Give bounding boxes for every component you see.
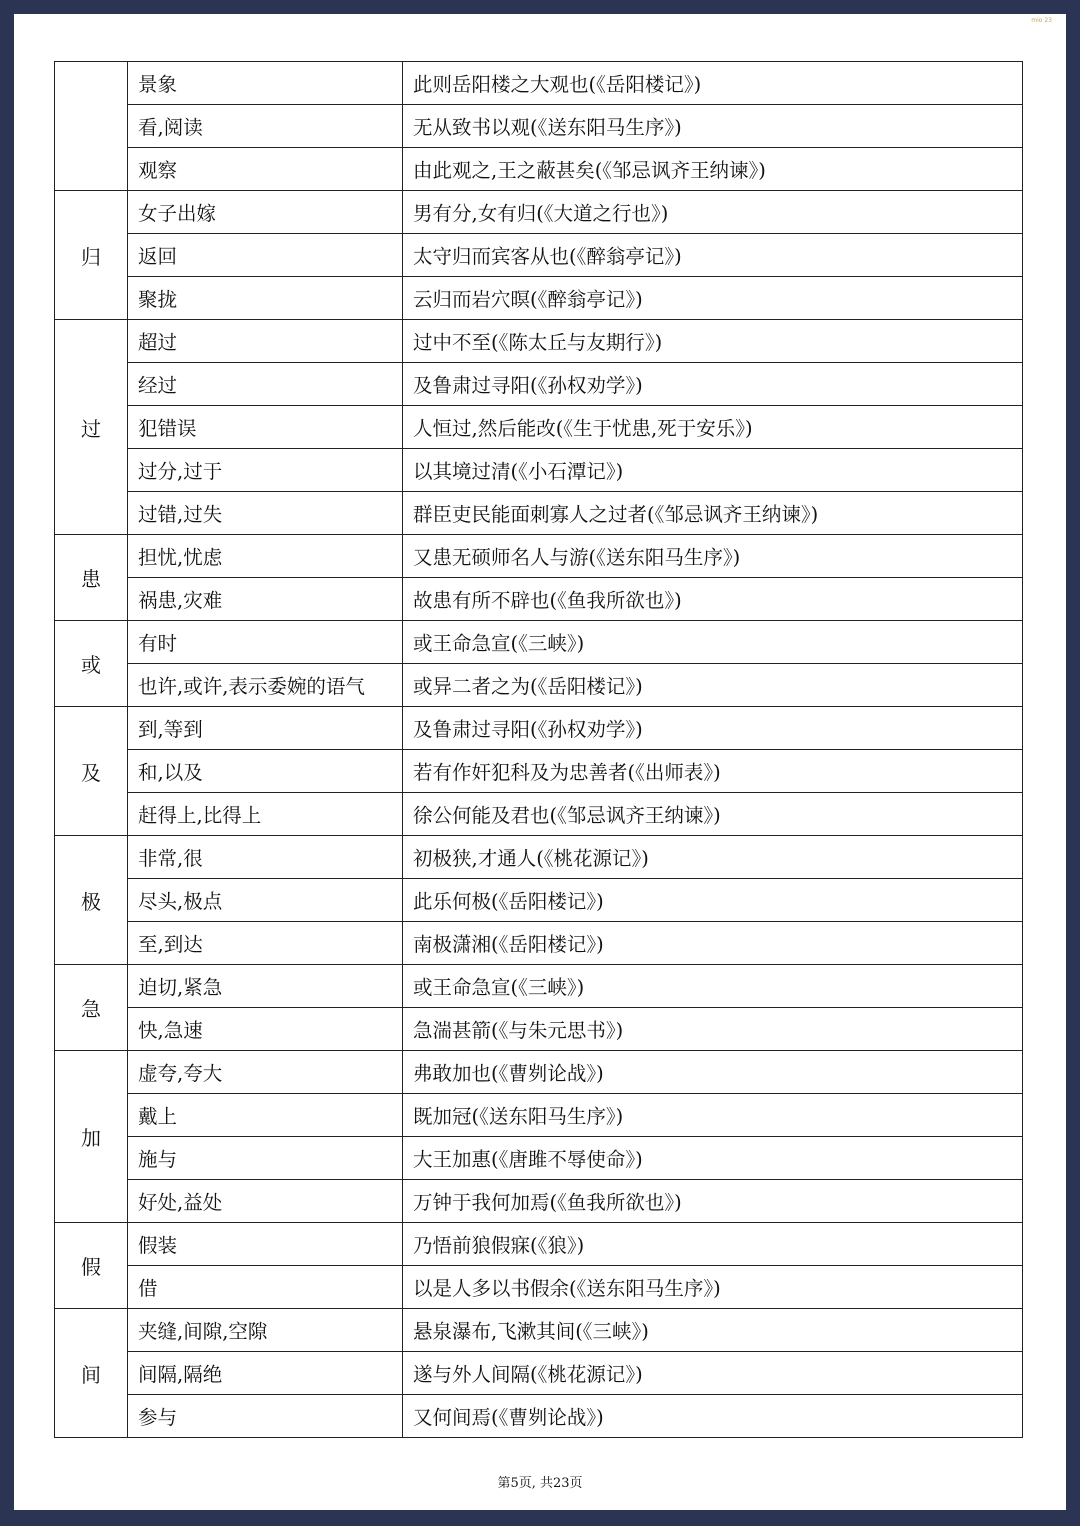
example-cell: 大王加惠(《唐雎不辱使命》)	[403, 1137, 1023, 1180]
example-cell: 故患有所不辟也(《鱼我所欲也》)	[403, 578, 1023, 621]
example-cell: 既加冠(《送东阳马生序》)	[403, 1094, 1023, 1137]
table-row	[55, 406, 1023, 449]
example-cell: 及鲁肃过寻阳(《孙权劝学》)	[403, 363, 1023, 406]
example-cell: 或王命急宣(《三峡》)	[403, 621, 1023, 664]
example-cell: 又何间焉(《曹刿论战》)	[403, 1395, 1023, 1438]
headword-cell: 间	[55, 1309, 128, 1438]
meaning-cell: 借	[128, 1266, 403, 1309]
table-row	[55, 1137, 1023, 1180]
example-cell: 初极狭,才通人(《桃花源记》)	[403, 836, 1023, 879]
page-number: 第5页, 共23页	[497, 1476, 583, 1491]
meaning-cell: 祸患,灾难	[128, 578, 403, 621]
table-row	[55, 1180, 1023, 1223]
table-row	[55, 363, 1023, 406]
meaning-cell: 非常,很	[128, 836, 403, 879]
meaning-cell: 返回	[128, 234, 403, 277]
table-row	[55, 62, 1023, 105]
meaning-cell: 看,阅读	[128, 105, 403, 148]
meaning-cell: 过错,过失	[128, 492, 403, 535]
table-row	[55, 578, 1023, 621]
example-cell: 以其境过清(《小石潭记》)	[403, 449, 1023, 492]
meaning-cell: 好处,益处	[128, 1180, 403, 1223]
table-row	[55, 664, 1023, 707]
meaning-cell: 超过	[128, 320, 403, 363]
table-row	[55, 1051, 1023, 1094]
example-cell: 及鲁肃过寻阳(《孙权劝学》)	[403, 707, 1023, 750]
headword-cell: 归	[55, 191, 128, 320]
table-row	[55, 793, 1023, 836]
example-cell: 或异二者之为(《岳阳楼记》)	[403, 664, 1023, 707]
meaning-cell: 戴上	[128, 1094, 403, 1137]
table-row	[55, 1352, 1023, 1395]
table-row	[55, 922, 1023, 965]
example-cell: 遂与外人间隔(《桃花源记》)	[403, 1352, 1023, 1395]
meaning-cell: 快,急速	[128, 1008, 403, 1051]
vocabulary-table	[54, 61, 1023, 1438]
meaning-cell: 也许,或许,表示委婉的语气	[128, 664, 403, 707]
meaning-cell: 假装	[128, 1223, 403, 1266]
meaning-cell: 施与	[128, 1137, 403, 1180]
meaning-cell: 担忧,忧虑	[128, 535, 403, 578]
meaning-cell: 聚拢	[128, 277, 403, 320]
table-row	[55, 836, 1023, 879]
table-row	[55, 492, 1023, 535]
headword-cell: 或	[55, 621, 128, 707]
table-row	[55, 879, 1023, 922]
table-row	[55, 707, 1023, 750]
meaning-cell: 景象	[128, 62, 403, 105]
example-cell: 乃悟前狼假寐(《狼》)	[403, 1223, 1023, 1266]
example-cell: 群臣吏民能面刺寡人之过者(《邹忌讽齐王纳谏》)	[403, 492, 1023, 535]
meaning-cell: 赶得上,比得上	[128, 793, 403, 836]
example-cell: 以是人多以书假余(《送东阳马生序》)	[403, 1266, 1023, 1309]
example-cell: 男有分,女有归(《大道之行也》)	[403, 191, 1023, 234]
table-row	[55, 1223, 1023, 1266]
meaning-cell: 参与	[128, 1395, 403, 1438]
example-cell: 若有作奸犯科及为忠善者(《出师表》)	[403, 750, 1023, 793]
headword-cell: 假	[55, 1223, 128, 1309]
example-cell: 此则岳阳楼之大观也(《岳阳楼记》)	[403, 62, 1023, 105]
example-cell: 弗敢加也(《曹刿论战》)	[403, 1051, 1023, 1094]
document-page	[14, 14, 1066, 1510]
table-row	[55, 105, 1023, 148]
meaning-cell: 迫切,紧急	[128, 965, 403, 1008]
example-cell: 南极潇湘(《岳阳楼记》)	[403, 922, 1023, 965]
table-row	[55, 191, 1023, 234]
meaning-cell: 观察	[128, 148, 403, 191]
example-cell: 人恒过,然后能改(《生于忧患,死于安乐》)	[403, 406, 1023, 449]
example-cell: 云归而岩穴暝(《醉翁亭记》)	[403, 277, 1023, 320]
table-row	[55, 148, 1023, 191]
example-cell: 过中不至(《陈太丘与友期行》)	[403, 320, 1023, 363]
table-row	[55, 234, 1023, 277]
table-row	[55, 1309, 1023, 1352]
table-row	[55, 277, 1023, 320]
example-cell: 太守归而宾客从也(《醉翁亭记》)	[403, 234, 1023, 277]
example-cell: 无从致书以观(《送东阳马生序》)	[403, 105, 1023, 148]
meaning-cell: 过分,过于	[128, 449, 403, 492]
headword-cell: 急	[55, 965, 128, 1051]
table-row	[55, 750, 1023, 793]
example-cell: 或王命急宣(《三峡》)	[403, 965, 1023, 1008]
example-cell: 悬泉瀑布,飞漱其间(《三峡》)	[403, 1309, 1023, 1352]
example-cell: 万钟于我何加焉(《鱼我所欲也》)	[403, 1180, 1023, 1223]
example-cell: 徐公何能及君也(《邹忌讽齐王纳谏》)	[403, 793, 1023, 836]
table-row	[55, 965, 1023, 1008]
headword-cell: 加	[55, 1051, 128, 1223]
meaning-cell: 虚夸,夸大	[128, 1051, 403, 1094]
example-cell: 又患无硕师名人与游(《送东阳马生序》)	[403, 535, 1023, 578]
meaning-cell: 有时	[128, 621, 403, 664]
meaning-cell: 女子出嫁	[128, 191, 403, 234]
table-row	[55, 1094, 1023, 1137]
meaning-cell: 到,等到	[128, 707, 403, 750]
table-row	[55, 1008, 1023, 1051]
meaning-cell: 犯错误	[128, 406, 403, 449]
meaning-cell: 夹缝,间隙,空隙	[128, 1309, 403, 1352]
example-cell: 此乐何极(《岳阳楼记》)	[403, 879, 1023, 922]
meaning-cell: 间隔,隔绝	[128, 1352, 403, 1395]
table-row	[55, 1395, 1023, 1438]
meaning-cell: 和,以及	[128, 750, 403, 793]
table-row	[55, 449, 1023, 492]
table-row	[55, 535, 1023, 578]
table-row	[55, 1266, 1023, 1309]
headword-cell: 及	[55, 707, 128, 836]
table-row	[55, 320, 1023, 363]
meaning-cell: 尽头,极点	[128, 879, 403, 922]
corner-watermark: mio 23	[1031, 17, 1052, 24]
headword-cell	[55, 62, 128, 191]
headword-cell: 患	[55, 535, 128, 621]
meaning-cell: 经过	[128, 363, 403, 406]
example-cell: 急湍甚箭(《与朱元思书》)	[403, 1008, 1023, 1051]
headword-cell: 极	[55, 836, 128, 965]
headword-cell: 过	[55, 320, 128, 535]
table-row	[55, 621, 1023, 664]
meaning-cell: 至,到达	[128, 922, 403, 965]
example-cell: 由此观之,王之蔽甚矣(《邹忌讽齐王纳谏》)	[403, 148, 1023, 191]
